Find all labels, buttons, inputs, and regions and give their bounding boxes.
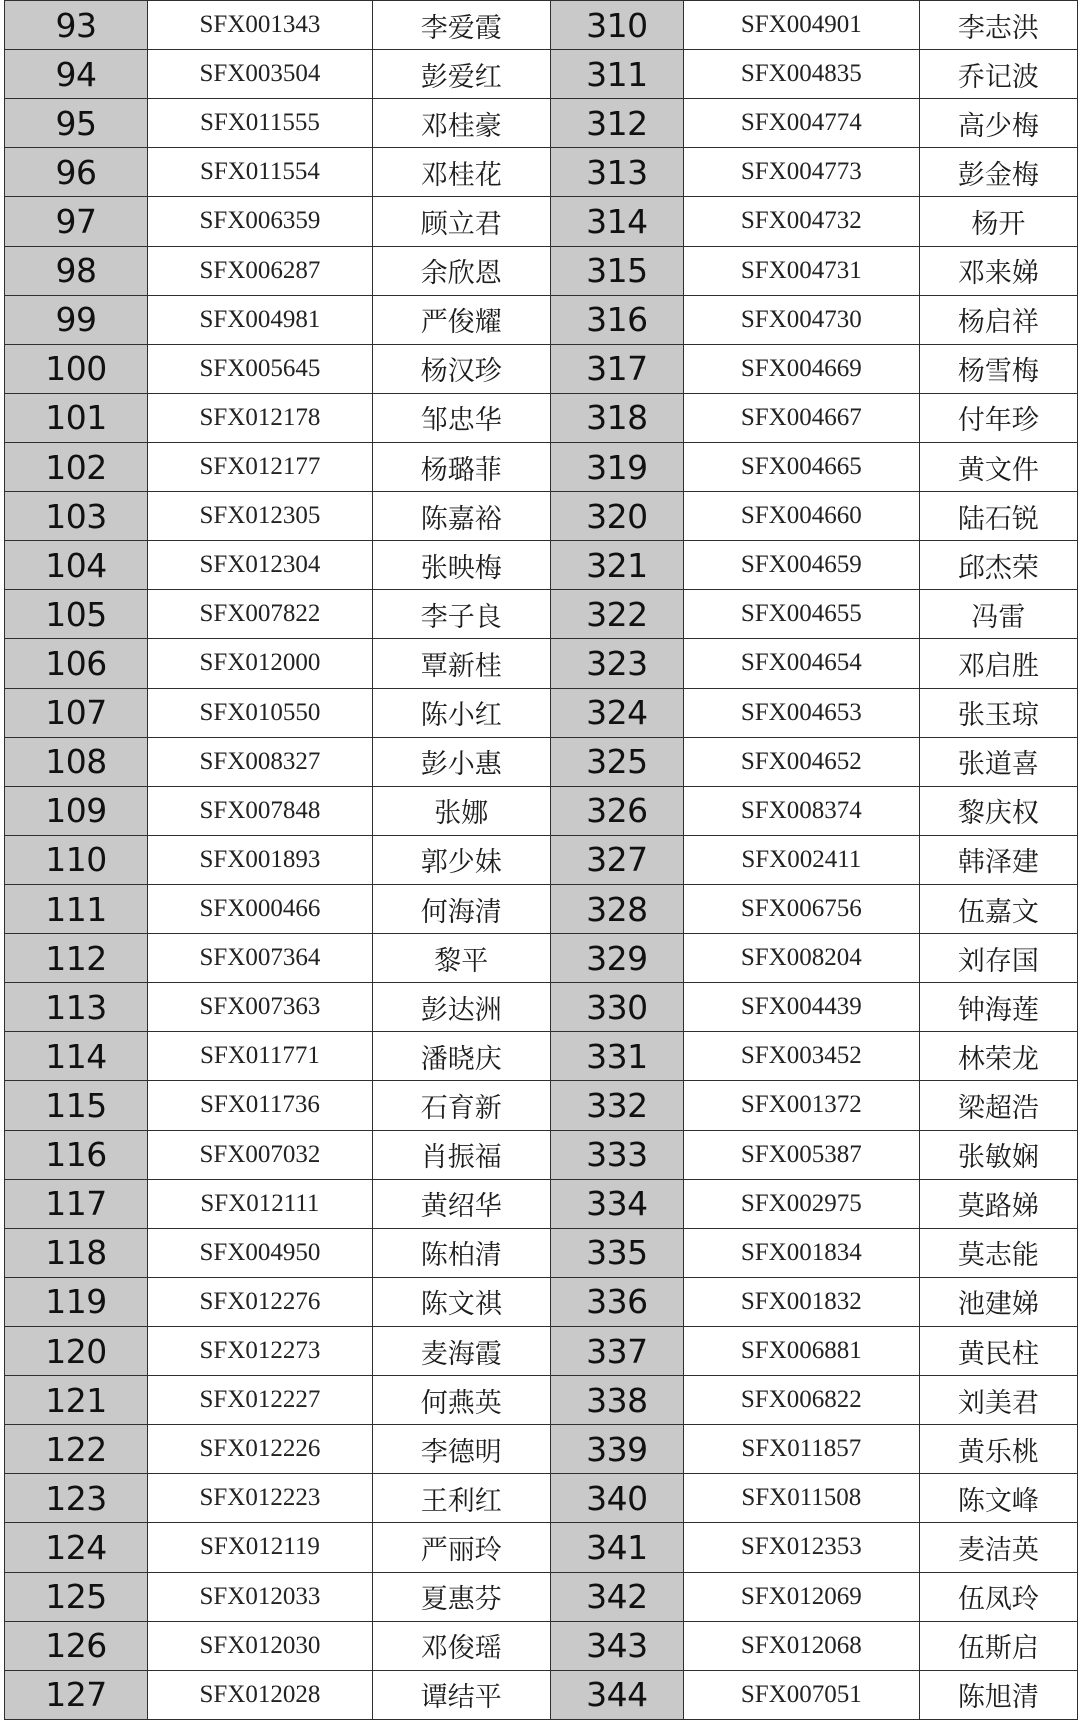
right-serial-number-cell: 314 — [550, 197, 683, 246]
left-serial-number-cell: 109 — [5, 786, 148, 835]
right-serial-number-cell: 320 — [550, 492, 683, 541]
left-serial-number-cell: 101 — [5, 393, 148, 442]
left-member-name-cell: 彭小惠 — [372, 737, 550, 786]
left-member-code-cell: SFX000466 — [147, 884, 372, 933]
right-member-name-cell: 韩泽建 — [919, 835, 1077, 884]
left-member-name-cell: 谭结平 — [372, 1670, 550, 1719]
right-member-code-cell: SFX011857 — [683, 1425, 919, 1474]
left-serial-number-cell: 97 — [5, 197, 148, 246]
left-serial-number-cell: 126 — [5, 1621, 148, 1670]
left-serial-number-cell: 111 — [5, 884, 148, 933]
table-row — [5, 344, 1078, 393]
left-serial-number-cell: 106 — [5, 639, 148, 688]
left-member-name-cell: 石育新 — [372, 1081, 550, 1130]
right-member-name-cell: 麦洁英 — [919, 1523, 1077, 1572]
left-serial-number-cell: 113 — [5, 983, 148, 1032]
left-member-name-cell: 陈文祺 — [372, 1277, 550, 1326]
table-row — [5, 1032, 1078, 1081]
table-row — [5, 1523, 1078, 1572]
right-member-name-cell: 伍凤玲 — [919, 1572, 1077, 1621]
left-member-code-cell: SFX012273 — [147, 1326, 372, 1375]
left-member-name-cell: 郭少妹 — [372, 835, 550, 884]
right-member-code-cell: SFX001834 — [683, 1228, 919, 1277]
left-member-code-cell: SFX007822 — [147, 590, 372, 639]
table-row — [5, 492, 1078, 541]
right-member-name-cell: 彭金梅 — [919, 148, 1077, 197]
left-member-name-cell: 覃新桂 — [372, 639, 550, 688]
right-member-name-cell: 梁超浩 — [919, 1081, 1077, 1130]
left-member-name-cell: 李德明 — [372, 1425, 550, 1474]
right-serial-number-cell: 328 — [550, 884, 683, 933]
right-serial-number-cell: 339 — [550, 1425, 683, 1474]
left-member-name-cell: 陈嘉裕 — [372, 492, 550, 541]
right-member-name-cell: 刘存国 — [919, 934, 1077, 983]
left-serial-number-cell: 108 — [5, 737, 148, 786]
table-row — [5, 393, 1078, 442]
right-member-code-cell: SFX008204 — [683, 934, 919, 983]
right-serial-number-cell: 313 — [550, 148, 683, 197]
right-member-name-cell: 陈旭清 — [919, 1670, 1077, 1719]
right-member-code-cell: SFX004659 — [683, 541, 919, 590]
table-row — [5, 148, 1078, 197]
left-member-code-cell: SFX012226 — [147, 1425, 372, 1474]
right-member-name-cell: 张玉琼 — [919, 688, 1077, 737]
left-member-name-cell: 黎平 — [372, 934, 550, 983]
right-member-code-cell: SFX004654 — [683, 639, 919, 688]
right-member-name-cell: 陈文峰 — [919, 1474, 1077, 1523]
left-member-name-cell: 邓桂豪 — [372, 99, 550, 148]
right-member-name-cell: 杨启祥 — [919, 295, 1077, 344]
right-serial-number-cell: 341 — [550, 1523, 683, 1572]
left-member-name-cell: 王利红 — [372, 1474, 550, 1523]
right-serial-number-cell: 340 — [550, 1474, 683, 1523]
table-row — [5, 590, 1078, 639]
table-row — [5, 983, 1078, 1032]
left-member-name-cell: 李子良 — [372, 590, 550, 639]
left-serial-number-cell: 99 — [5, 295, 148, 344]
right-member-name-cell: 钟海莲 — [919, 983, 1077, 1032]
table-row — [5, 835, 1078, 884]
left-member-name-cell: 彭达洲 — [372, 983, 550, 1032]
left-serial-number-cell: 123 — [5, 1474, 148, 1523]
right-serial-number-cell: 318 — [550, 393, 683, 442]
left-member-code-cell: SFX012030 — [147, 1621, 372, 1670]
left-member-code-cell: SFX010550 — [147, 688, 372, 737]
right-member-code-cell: SFX002975 — [683, 1179, 919, 1228]
left-member-code-cell: SFX004981 — [147, 295, 372, 344]
left-member-code-cell: SFX011554 — [147, 148, 372, 197]
left-member-code-cell: SFX001893 — [147, 835, 372, 884]
right-member-code-cell: SFX012068 — [683, 1621, 919, 1670]
right-member-code-cell: SFX004731 — [683, 246, 919, 295]
right-member-name-cell: 黄文件 — [919, 442, 1077, 491]
table-row — [5, 786, 1078, 835]
right-member-name-cell: 黎庆权 — [919, 786, 1077, 835]
left-serial-number-cell: 119 — [5, 1277, 148, 1326]
right-serial-number-cell: 324 — [550, 688, 683, 737]
left-member-name-cell: 张娜 — [372, 786, 550, 835]
roster-table — [4, 0, 1078, 1720]
right-member-name-cell: 黄乐桃 — [919, 1425, 1077, 1474]
left-member-code-cell: SFX008327 — [147, 737, 372, 786]
right-member-code-cell: SFX004773 — [683, 148, 919, 197]
right-member-name-cell: 池建娣 — [919, 1277, 1077, 1326]
right-member-code-cell: SFX004901 — [683, 1, 919, 50]
right-member-code-cell: SFX002411 — [683, 835, 919, 884]
left-serial-number-cell: 116 — [5, 1130, 148, 1179]
left-member-code-cell: SFX003504 — [147, 50, 372, 99]
left-member-name-cell: 杨璐菲 — [372, 442, 550, 491]
left-serial-number-cell: 114 — [5, 1032, 148, 1081]
right-member-name-cell: 冯雷 — [919, 590, 1077, 639]
left-member-code-cell: SFX007032 — [147, 1130, 372, 1179]
right-member-code-cell: SFX004732 — [683, 197, 919, 246]
right-member-code-cell: SFX004652 — [683, 737, 919, 786]
right-member-name-cell: 杨雪梅 — [919, 344, 1077, 393]
left-member-name-cell: 余欣恩 — [372, 246, 550, 295]
right-member-code-cell: SFX012353 — [683, 1523, 919, 1572]
right-member-name-cell: 张敏娴 — [919, 1130, 1077, 1179]
table-row — [5, 884, 1078, 933]
right-member-code-cell: SFX004660 — [683, 492, 919, 541]
right-member-name-cell: 邱杰荣 — [919, 541, 1077, 590]
left-serial-number-cell: 125 — [5, 1572, 148, 1621]
left-serial-number-cell: 94 — [5, 50, 148, 99]
left-member-name-cell: 张映梅 — [372, 541, 550, 590]
left-serial-number-cell: 127 — [5, 1670, 148, 1719]
left-member-code-cell: SFX012028 — [147, 1670, 372, 1719]
right-member-name-cell: 杨开 — [919, 197, 1077, 246]
right-serial-number-cell: 329 — [550, 934, 683, 983]
table-row — [5, 1228, 1078, 1277]
left-member-code-cell: SFX007363 — [147, 983, 372, 1032]
left-member-name-cell: 何海清 — [372, 884, 550, 933]
right-member-code-cell: SFX005387 — [683, 1130, 919, 1179]
right-serial-number-cell: 333 — [550, 1130, 683, 1179]
right-member-name-cell: 陆石锐 — [919, 492, 1077, 541]
right-member-code-cell: SFX008374 — [683, 786, 919, 835]
left-member-code-cell: SFX012111 — [147, 1179, 372, 1228]
right-serial-number-cell: 330 — [550, 983, 683, 1032]
table-row — [5, 197, 1078, 246]
left-serial-number-cell: 122 — [5, 1425, 148, 1474]
right-member-code-cell: SFX006881 — [683, 1326, 919, 1375]
right-serial-number-cell: 342 — [550, 1572, 683, 1621]
right-member-name-cell: 李志洪 — [919, 1, 1077, 50]
left-member-name-cell: 严俊耀 — [372, 295, 550, 344]
right-member-name-cell: 乔记波 — [919, 50, 1077, 99]
table-row — [5, 442, 1078, 491]
right-member-name-cell: 莫志能 — [919, 1228, 1077, 1277]
table-row — [5, 246, 1078, 295]
table-row — [5, 1, 1078, 50]
right-serial-number-cell: 312 — [550, 99, 683, 148]
left-member-code-cell: SFX007848 — [147, 786, 372, 835]
table-row — [5, 1376, 1078, 1425]
left-member-code-cell: SFX001343 — [147, 1, 372, 50]
right-member-name-cell: 邓启胜 — [919, 639, 1077, 688]
right-member-name-cell: 刘美君 — [919, 1376, 1077, 1425]
right-serial-number-cell: 322 — [550, 590, 683, 639]
right-serial-number-cell: 326 — [550, 786, 683, 835]
left-serial-number-cell: 93 — [5, 1, 148, 50]
right-serial-number-cell: 321 — [550, 541, 683, 590]
left-member-code-cell: SFX011555 — [147, 99, 372, 148]
left-member-code-cell: SFX012227 — [147, 1376, 372, 1425]
left-serial-number-cell: 96 — [5, 148, 148, 197]
left-member-name-cell: 夏惠芬 — [372, 1572, 550, 1621]
left-serial-number-cell: 102 — [5, 442, 148, 491]
left-member-code-cell: SFX012000 — [147, 639, 372, 688]
right-member-name-cell: 高少梅 — [919, 99, 1077, 148]
right-serial-number-cell: 337 — [550, 1326, 683, 1375]
right-serial-number-cell: 334 — [550, 1179, 683, 1228]
right-member-code-cell: SFX001372 — [683, 1081, 919, 1130]
left-member-name-cell: 顾立君 — [372, 197, 550, 246]
right-member-code-cell: SFX004653 — [683, 688, 919, 737]
table-row — [5, 99, 1078, 148]
left-serial-number-cell: 103 — [5, 492, 148, 541]
left-serial-number-cell: 117 — [5, 1179, 148, 1228]
right-serial-number-cell: 310 — [550, 1, 683, 50]
right-serial-number-cell: 311 — [550, 50, 683, 99]
right-member-name-cell: 邓来娣 — [919, 246, 1077, 295]
left-member-code-cell: SFX012033 — [147, 1572, 372, 1621]
right-serial-number-cell: 319 — [550, 442, 683, 491]
left-serial-number-cell: 105 — [5, 590, 148, 639]
table-row — [5, 1081, 1078, 1130]
left-member-code-cell: SFX006359 — [147, 197, 372, 246]
left-member-name-cell: 严丽玲 — [372, 1523, 550, 1572]
right-serial-number-cell: 317 — [550, 344, 683, 393]
right-member-code-cell: SFX004655 — [683, 590, 919, 639]
left-serial-number-cell: 124 — [5, 1523, 148, 1572]
table-row — [5, 1572, 1078, 1621]
right-member-code-cell: SFX012069 — [683, 1572, 919, 1621]
roster-table-body — [5, 1, 1078, 1720]
left-member-name-cell: 麦海霞 — [372, 1326, 550, 1375]
left-member-code-cell: SFX012223 — [147, 1474, 372, 1523]
left-member-name-cell: 肖振福 — [372, 1130, 550, 1179]
right-member-name-cell: 黄民柱 — [919, 1326, 1077, 1375]
left-serial-number-cell: 118 — [5, 1228, 148, 1277]
left-member-code-cell: SFX006287 — [147, 246, 372, 295]
table-row — [5, 1130, 1078, 1179]
right-member-name-cell: 张道喜 — [919, 737, 1077, 786]
right-serial-number-cell: 327 — [550, 835, 683, 884]
left-member-name-cell: 邓桂花 — [372, 148, 550, 197]
right-serial-number-cell: 344 — [550, 1670, 683, 1719]
left-member-code-cell: SFX012305 — [147, 492, 372, 541]
table-row — [5, 1277, 1078, 1326]
right-member-code-cell: SFX011508 — [683, 1474, 919, 1523]
left-member-name-cell: 黄绍华 — [372, 1179, 550, 1228]
right-serial-number-cell: 316 — [550, 295, 683, 344]
right-member-code-cell: SFX004667 — [683, 393, 919, 442]
right-member-name-cell: 付年珍 — [919, 393, 1077, 442]
right-member-code-cell: SFX004835 — [683, 50, 919, 99]
table-row — [5, 295, 1078, 344]
left-member-code-cell: SFX012276 — [147, 1277, 372, 1326]
right-member-name-cell: 莫路娣 — [919, 1179, 1077, 1228]
table-row — [5, 1621, 1078, 1670]
table-row — [5, 639, 1078, 688]
right-member-code-cell: SFX006822 — [683, 1376, 919, 1425]
left-member-name-cell: 陈柏清 — [372, 1228, 550, 1277]
left-member-name-cell: 陈小红 — [372, 688, 550, 737]
left-member-code-cell: SFX012178 — [147, 393, 372, 442]
right-member-name-cell: 伍嘉文 — [919, 884, 1077, 933]
table-row — [5, 1670, 1078, 1719]
right-member-code-cell: SFX004774 — [683, 99, 919, 148]
left-serial-number-cell: 100 — [5, 344, 148, 393]
table-row — [5, 1425, 1078, 1474]
table-row — [5, 934, 1078, 983]
left-member-name-cell: 彭爱红 — [372, 50, 550, 99]
right-member-code-cell: SFX007051 — [683, 1670, 919, 1719]
left-member-code-cell: SFX005645 — [147, 344, 372, 393]
right-member-name-cell: 林荣龙 — [919, 1032, 1077, 1081]
right-serial-number-cell: 336 — [550, 1277, 683, 1326]
right-serial-number-cell: 332 — [550, 1081, 683, 1130]
left-serial-number-cell: 95 — [5, 99, 148, 148]
left-member-code-cell: SFX012304 — [147, 541, 372, 590]
right-serial-number-cell: 323 — [550, 639, 683, 688]
right-member-code-cell: SFX001832 — [683, 1277, 919, 1326]
table-row — [5, 1474, 1078, 1523]
left-member-name-cell: 邓俊瑶 — [372, 1621, 550, 1670]
table-row — [5, 688, 1078, 737]
left-serial-number-cell: 110 — [5, 835, 148, 884]
right-member-code-cell: SFX004730 — [683, 295, 919, 344]
left-serial-number-cell: 98 — [5, 246, 148, 295]
left-member-name-cell: 李爱霞 — [372, 1, 550, 50]
right-member-code-cell: SFX006756 — [683, 884, 919, 933]
left-serial-number-cell: 115 — [5, 1081, 148, 1130]
left-member-code-cell: SFX011771 — [147, 1032, 372, 1081]
right-serial-number-cell: 331 — [550, 1032, 683, 1081]
left-serial-number-cell: 112 — [5, 934, 148, 983]
table-row — [5, 1179, 1078, 1228]
right-member-code-cell: SFX003452 — [683, 1032, 919, 1081]
right-serial-number-cell: 315 — [550, 246, 683, 295]
right-member-name-cell: 伍斯启 — [919, 1621, 1077, 1670]
left-member-code-cell: SFX012119 — [147, 1523, 372, 1572]
left-member-code-cell: SFX007364 — [147, 934, 372, 983]
left-member-name-cell: 何燕英 — [372, 1376, 550, 1425]
left-serial-number-cell: 104 — [5, 541, 148, 590]
left-member-code-cell: SFX012177 — [147, 442, 372, 491]
left-serial-number-cell: 121 — [5, 1376, 148, 1425]
right-member-code-cell: SFX004669 — [683, 344, 919, 393]
table-row — [5, 541, 1078, 590]
right-serial-number-cell: 335 — [550, 1228, 683, 1277]
table-row — [5, 737, 1078, 786]
left-member-name-cell: 邹忠华 — [372, 393, 550, 442]
right-serial-number-cell: 343 — [550, 1621, 683, 1670]
right-member-code-cell: SFX004665 — [683, 442, 919, 491]
left-member-name-cell: 潘晓庆 — [372, 1032, 550, 1081]
right-member-code-cell: SFX004439 — [683, 983, 919, 1032]
left-member-name-cell: 杨汉珍 — [372, 344, 550, 393]
table-row — [5, 50, 1078, 99]
left-serial-number-cell: 107 — [5, 688, 148, 737]
left-member-code-cell: SFX004950 — [147, 1228, 372, 1277]
right-serial-number-cell: 325 — [550, 737, 683, 786]
table-row — [5, 1326, 1078, 1375]
left-serial-number-cell: 120 — [5, 1326, 148, 1375]
left-member-code-cell: SFX011736 — [147, 1081, 372, 1130]
right-serial-number-cell: 338 — [550, 1376, 683, 1425]
